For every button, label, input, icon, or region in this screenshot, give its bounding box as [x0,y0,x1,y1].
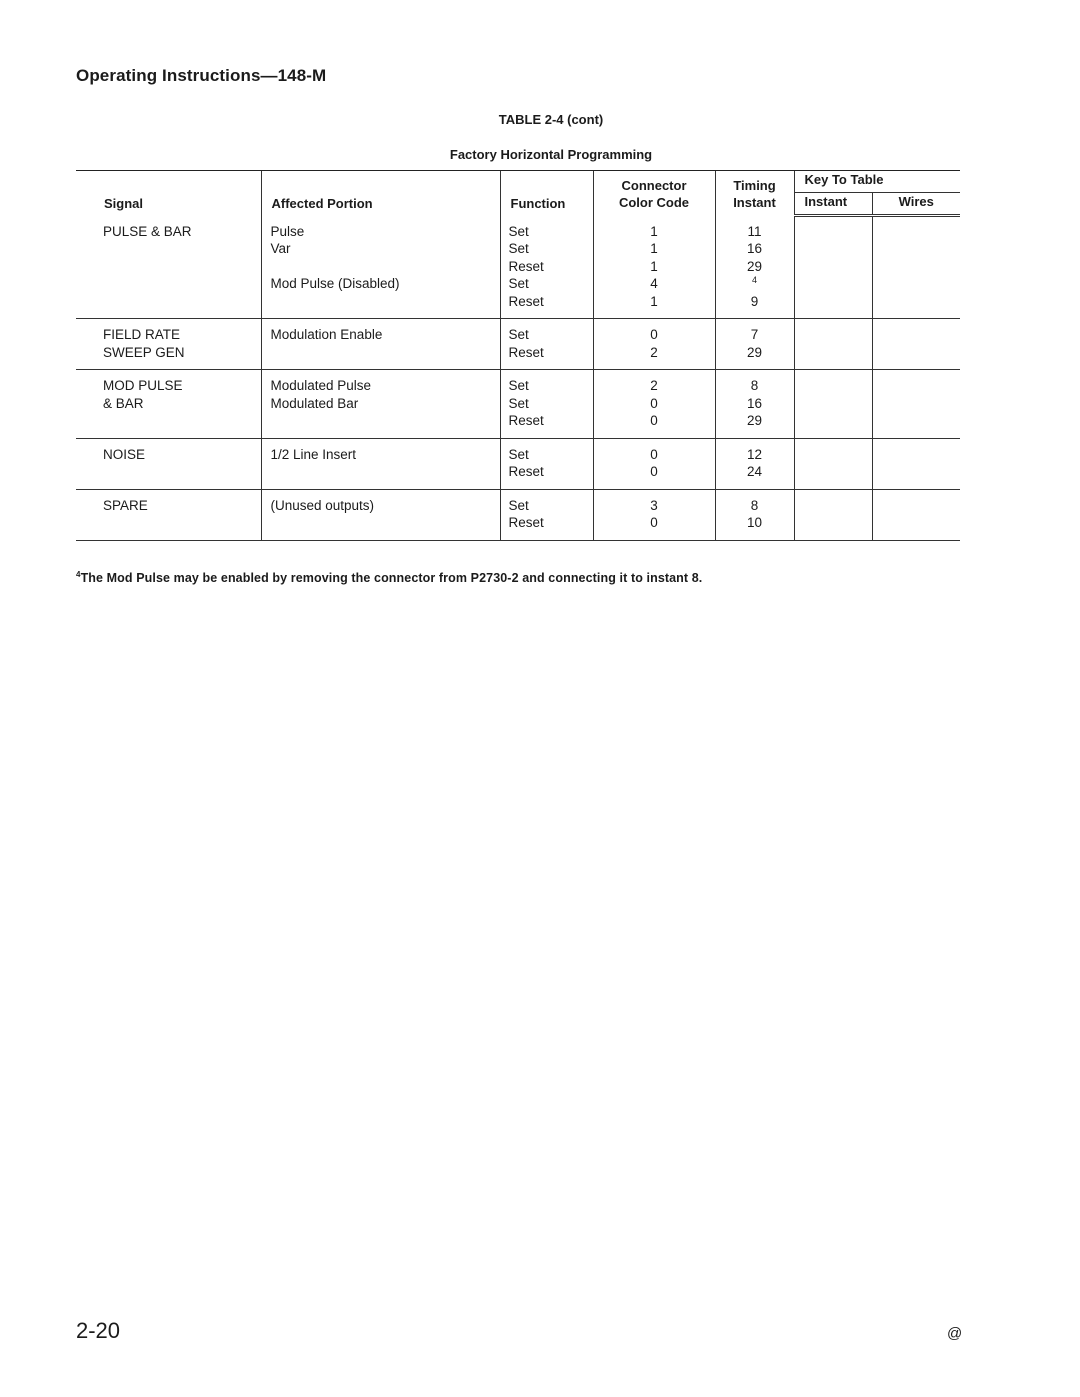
cell-affected-portion-line [271,293,500,311]
cell-color-code [593,489,715,540]
header-timing-line2: Instant [733,195,776,210]
cell-timing-instant-line: 9 [750,293,759,309]
cell-function-line: Set [508,223,529,239]
cell-timing-instant [715,216,794,319]
footnote-mark: 4 [76,570,81,579]
cell-signal-line: SWEEP GEN [103,344,185,360]
cell-color-code [593,319,715,370]
header-connector-line1: Connector [621,177,687,193]
cell-timing-instant-line [716,275,794,293]
cell-key-wires [872,438,960,489]
table-row [76,370,960,439]
cell-key-wires [872,489,960,540]
cell-affected-portion-line: Modulated Bar [270,395,359,411]
cell-color-code-line: 0 [650,395,658,411]
cell-key-wires [872,216,960,319]
cell-timing-instant-line: 8 [750,497,759,513]
table-row [76,319,960,370]
cell-timing-instant-line: 29 [746,258,763,274]
header-key-wires: Wires [872,193,960,216]
cell-affected-portion [261,370,500,439]
cell-color-code-line: 1 [650,241,658,256]
cell-function-line: Set [508,327,529,342]
cell-timing-instant-line: 8 [750,378,759,393]
cell-signal-line: FIELD RATE [103,327,181,342]
cell-function-line: Set [508,446,529,462]
header-timing [715,171,794,216]
cell-color-code-line: 0 [650,464,658,479]
header-signal: Signal [76,171,261,216]
cell-affected-portion-line: 1/2 Line Insert [270,446,357,462]
copyright-mark: @ [947,1325,963,1342]
cell-affected-portion-line [271,463,500,481]
cell-key-instant [794,438,872,489]
cell-signal [76,438,261,489]
cell-timing-instant-line: 24 [746,464,763,479]
cell-key-wires [872,370,960,439]
cell-key-instant [794,319,872,370]
cell-function-line: Reset [508,344,544,360]
cell-affected-portion-line: Pulse [270,223,305,239]
cell-key-instant [794,370,872,439]
cell-function [500,319,593,370]
cell-timing-instant-line: 29 [746,413,763,428]
cell-affected-portion [261,438,500,489]
header-function: Function [500,171,593,216]
cell-function-line: Set [508,276,529,291]
cell-color-code [593,370,715,439]
header-key-instant: Instant [794,193,872,216]
cell-color-code-line: 0 [650,327,658,342]
table-row [76,438,960,489]
cell-function [500,216,593,319]
cell-signal-line: NOISE [103,446,146,462]
footnote [76,570,976,585]
cell-color-code-line: 2 [650,378,658,393]
table-row [76,489,960,540]
cell-key-instant [794,489,872,540]
cell-color-code-line: 1 [650,293,658,309]
table-subtitle: Factory Horizontal Programming [449,147,653,162]
table-body [76,216,960,541]
cell-signal [76,370,261,439]
cell-signal-line: SPARE [103,497,148,513]
footnote-reference-mark: 4 [751,275,757,285]
cell-affected-portion-line [271,344,500,362]
cell-key-instant [794,216,872,319]
cell-timing-instant-line: 16 [746,241,763,256]
cell-color-code [593,216,715,319]
cell-color-code-line: 0 [650,446,658,462]
cell-function [500,489,593,540]
cell-timing-instant [715,319,794,370]
header-connector-line2: Color Code [618,195,690,210]
cell-timing-instant-line: 29 [746,344,763,360]
cell-color-code-line: 1 [650,258,658,274]
cell-affected-portion-line [271,514,500,532]
cell-function-line: Reset [508,515,544,530]
cell-affected-portion [261,319,500,370]
page-number: 2-20 [76,1318,121,1343]
cell-affected-portion-line: Var [270,241,291,256]
cell-function-line: Reset [508,258,544,274]
cell-color-code-line: 3 [650,497,658,513]
cell-function-line: Set [508,241,529,256]
page-title: Operating Instructions—148-M [76,66,327,85]
cell-function-line: Set [508,497,529,513]
cell-function-line: Reset [508,464,544,479]
cell-affected-portion-line [271,258,500,276]
cell-color-code-line: 1 [650,223,658,239]
cell-signal-line: MOD PULSE [103,378,183,393]
cell-affected-portion-line: Modulation Enable [270,327,383,342]
cell-color-code-line: 2 [650,344,658,360]
cell-affected-portion [261,489,500,540]
cell-timing-instant-line: 16 [746,395,763,411]
cell-function-line: Reset [508,413,544,428]
table-row [76,216,960,319]
cell-function-line: Set [508,378,529,393]
cell-signal-line: & BAR [103,395,144,411]
cell-signal [76,489,261,540]
cell-timing-instant-line: 11 [747,223,762,239]
cell-signal [76,216,261,319]
cell-signal [76,319,261,370]
cell-function-line: Reset [508,293,544,309]
cell-function [500,370,593,439]
cell-timing-instant [715,489,794,540]
cell-color-code [593,438,715,489]
cell-function [500,438,593,489]
cell-timing-instant [715,438,794,489]
cell-affected-portion-line: Mod Pulse (Disabled) [270,276,400,291]
header-connector [593,171,715,216]
cell-timing-instant-line: 10 [746,515,763,530]
cell-affected-portion [261,216,500,319]
cell-timing-instant [715,370,794,439]
cell-key-wires [872,319,960,370]
header-key-to-table: Key To Table [794,171,960,193]
cell-color-code-line: 0 [650,515,658,530]
cell-affected-portion-line: (Unused outputs) [270,497,375,513]
cell-color-code-line: 0 [650,413,658,428]
header-timing-line1: Timing [733,177,776,193]
table-title: TABLE 2-4 (cont) [498,112,604,127]
header-affected-portion: Affected Portion [261,171,500,216]
footnote-text: The Mod Pulse may be enabled by removing the connector from P2730-2 and connecting it to instant 8. [80,571,703,586]
cell-signal-line: PULSE & BAR [103,223,192,239]
cell-color-code-line: 4 [650,276,658,291]
cell-timing-instant-line: 12 [746,446,763,462]
cell-affected-portion-line [271,412,500,430]
cell-timing-instant-line: 7 [750,327,759,342]
cell-affected-portion-line: Modulated Pulse [270,378,372,393]
cell-function-line: Set [508,395,529,411]
programming-table [76,170,960,541]
